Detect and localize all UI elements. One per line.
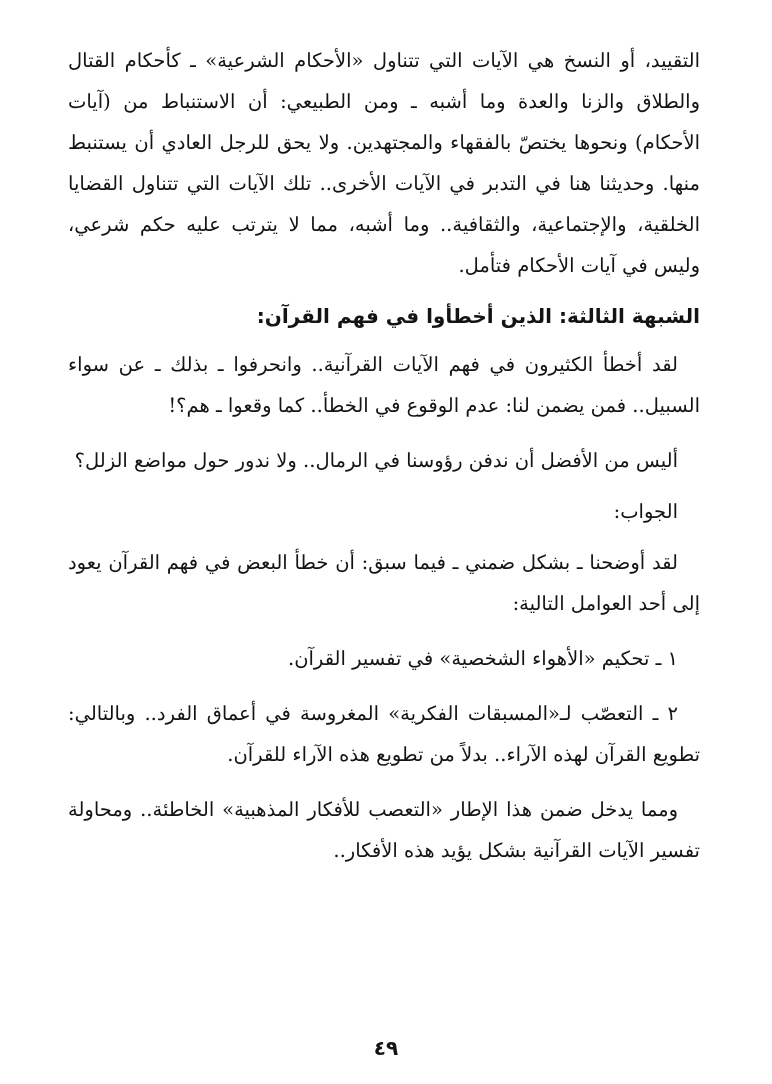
- page-body: [68, 40, 700, 871]
- factor-2: ٢ ـ التعصّب لـ«المسبقات الفكرية» المغروسة في أعماق الفرد.. وبالتالي: تطويع القرآن لهذه الآراء.. بدلاً من تطويع هذه الآراء للقرآن.: [68, 702, 700, 766]
- factor-1: ١ ـ تحكيم «الأهواء الشخصية» في تفسير القرآن.: [288, 647, 678, 670]
- page-number: ٤٩: [373, 1036, 399, 1060]
- paragraph-3: لقد أوضحنا ـ بشكل ضمني ـ فيما سبق: أن خطأ البعض في فهم القرآن يعود إلى أحد العوامل التالية:: [68, 551, 700, 615]
- paragraph-2: أليس من الأفضل أن ندفن رؤوسنا في الرمال.. ولا ندور حول مواضع الزلل؟: [74, 449, 678, 472]
- paragraph-4: ومما يدخل ضمن هذا الإطار «التعصب للأفكار المذهبية» الخاطئة.. ومحاولة تفسير الآيات القرآنية بشكل يؤيد هذه الأفكار..: [68, 798, 700, 862]
- intro-paragraph: التقييد، أو النسخ هي الآيات التي تتناول «الأحكام الشرعية» ـ كأحكام القتال والطلاق والزنا والعدة وما أشبه ـ ومن الطبيعي: أن الاستنباط من (آيات الأحكام) ونحوها يختصّ بالفقهاء والمجتهدين. ولا يحق للرجل العادي أن يستنبط منها. وحديثنا هنا في التدبر في الآيات الأخرى.. تلك الآيات التي تتناول القضايا الخلقية، والإجتماعية، والثقافية.. وما أشبه، مما لا يترتب عليه حكم شرعي، وليس في آيات الأحكام فتأمل.: [68, 49, 700, 277]
- paragraph-1: لقد أخطأ الكثيرون في فهم الآيات القرآنية.. وانحرفوا ـ بذلك ـ عن سواء السبيل.. فمن يضمن لنا: عدم الوقوع في الخطأ.. كما وقعوا ـ هم؟!: [68, 353, 700, 417]
- answer-label: الجواب:: [613, 500, 678, 523]
- section-heading: الشبهة الثالثة: الذين أخطأوا في فهم القرآن:: [256, 304, 700, 328]
